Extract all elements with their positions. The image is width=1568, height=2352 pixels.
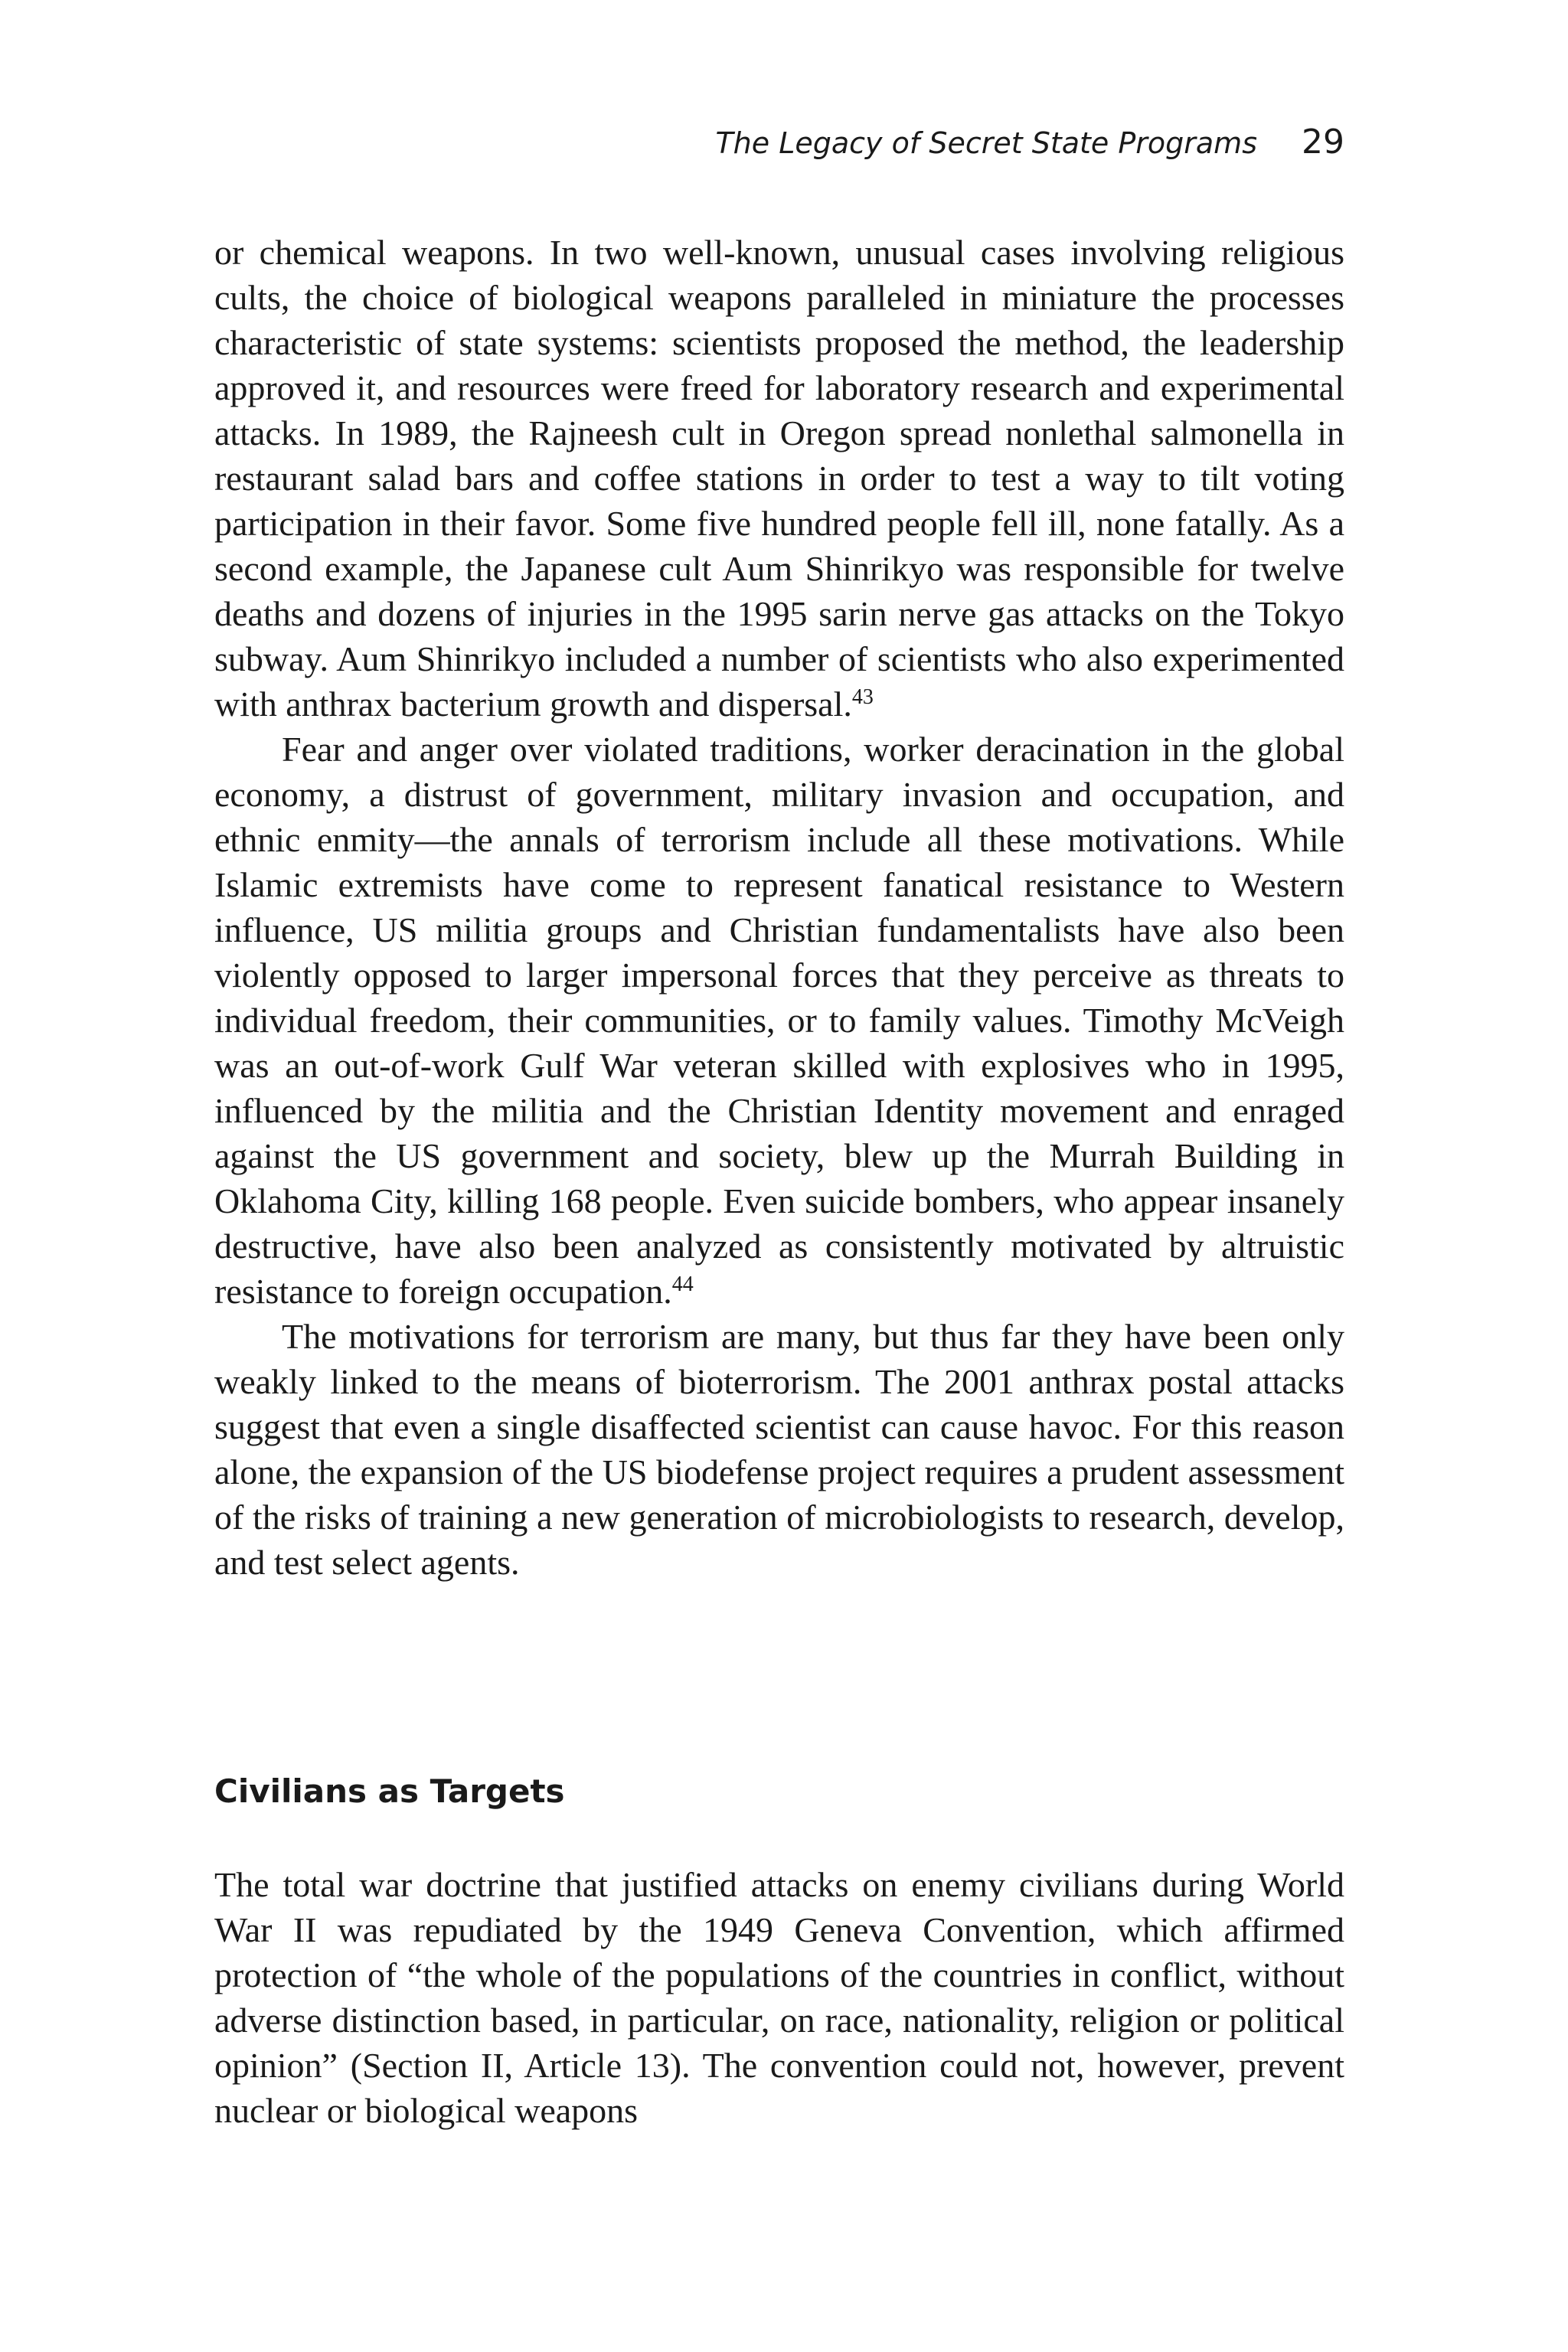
running-head <box>214 122 1344 168</box>
section-paragraph-1: The total war doctrine that justified attacks on enemy civilians during World War II was repudiated by the 1949 Geneva Convention, which affirmed protection of “the whole of the populations of the countries in conflict, without adverse distinction based, in particular, on race, nationality, religion or political opinion” (Section II, Article 13). The convention could not, however, prevent nuclear or biological weapons <box>214 1865 1344 2130</box>
endnote-ref-44: 44 <box>671 1272 694 1296</box>
paragraph-1-text: or chemical weapons. In two well-known, unusual cases involving religious cults, the choice of biological weapons paralleled in miniature the processes characteristic of state systems: scientists proposed the method, the leadership approved it, and resources were freed for laboratory research and experimental attacks. In 1989, the Rajneesh cult in Oregon spread nonlethal salmonella in restaurant salad bars and coffee stations in order to test a way to tilt voting participation in their favor. Some five hundred people fell ill, none fatally. As a second example, the Japanese cult Aum Shinrikyo was responsible for twelve deaths and dozens of injuries in the 1995 sarin nerve gas attacks on the Tokyo subway. Aum Shinrikyo included a number of scientists who also experimented with anthrax bacterium growth and dispersal. <box>214 233 1344 724</box>
running-title: The Legacy of Secret State Programs <box>715 126 1257 160</box>
paragraph-3-text: The motivations for terrorism are many, but thus far they have been only weakly linked to the means of bioterrorism. The 2001 anthrax postal attacks suggest that even a single disaffected scientist can cause havoc. For this reason alone, the expansion of the US biodefense project requires a prudent assessment of the risks of training a new generation of microbiologists to research, develop, and test select agents. <box>214 1317 1344 1582</box>
paragraph-3 <box>214 1314 1344 1585</box>
section-body-text <box>214 1862 1344 2133</box>
paragraph-2 <box>214 727 1344 1314</box>
page-number: 29 <box>1302 122 1344 162</box>
section-heading: Civilians as Targets <box>214 1772 565 1810</box>
body-text <box>214 230 1344 1585</box>
paragraph-2-text: Fear and anger over violated traditions, worker deracination in the global economy, a distrust of government, military invasion and occupation, and ethnic enmity—the annals of terrorism include all these motivations. While Islamic extremists have come to represent fanatical resistance to Western influence, US militia groups and Christian fundamentalists have also been violently opposed to larger impersonal forces that they perceive as threats to individual freedom, their communities, or to family values. Timothy McVeigh was an out-of-work Gulf War veteran skilled with explosives who in 1995, influenced by the militia and the Christian Identity movement and enraged against the US government and society, blew up the Murrah Building in Oklahoma City, killing 168 people. Even suicide bombers, who appear insanely destructive, have also been analyzed as consistently motivated by altruistic resistance to foreign occupation. <box>214 730 1344 1311</box>
paragraph-1 <box>214 230 1344 727</box>
endnote-ref-43: 43 <box>851 685 874 709</box>
